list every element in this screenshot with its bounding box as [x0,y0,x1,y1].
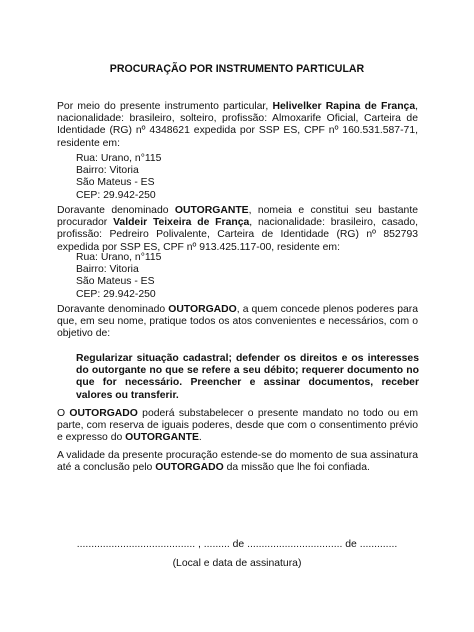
signature-date-caption: (Local e data de assinatura) [172,558,302,569]
signature-date-line: ......................................... , ......... de ................................. de ............. [76,539,398,550]
grantee-role: OUTORGADO [168,304,237,315]
address-cep: CEP: 29.942-250 [76,189,156,201]
address-district: Bairro: Vitoria [76,264,139,276]
grantor-text-mid: , nomeia e constitui seu bastante procurador [57,205,418,229]
substab-role-grantor: OUTORGANTE [125,432,199,444]
address-district: Bairro: Vitoria [76,165,139,177]
validity-text-end: da missão que lhe foi confiada. [223,462,370,474]
grantor-text-start: Doravante denominado [57,205,175,216]
substab-text-mid: poderá substabelecer o presente mandato no todo ou em parte, com reserva de iguais poderes, desde que com o consentimento prévio e expresso do [57,408,418,444]
grantor-text-end: , nacionalidade: brasileiro, casado, profissão: Pedreiro Polivalente, Carteira de Identidade (RG) nº 852793 expedida por SSP ES, CPF nº 913.425.117-00, residente em: [57,217,419,253]
address-city: São Mateus - ES [76,276,155,288]
validity-paragraph [57,450,418,474]
grantee-paragraph [57,304,418,341]
validity-text-start: A validade da presente procuração estende-se do momento de sua assinatura até a conclusão pelo [57,450,418,474]
substablishment-paragraph [57,408,418,445]
address-street: Rua: Urano, n°115 [76,252,162,263]
substab-role-grantee: OUTORGADO [69,408,138,419]
grantor-address [76,153,276,202]
substab-text-start: O [57,408,70,419]
address-cep: CEP: 29.942-250 [76,288,156,300]
intro-paragraph [57,101,418,150]
address-street: Rua: Urano, n°115 [76,153,162,164]
validity-role: OUTORGADO [155,462,224,474]
substab-text-end: . [198,432,202,444]
intro-text-end: , nacionalidade: brasileiro, solteiro, profissão: Almoxarife Oficial, Carteira de Identidade (RG) nº 4348621 expedida por SSP ES, CPF nº 160.531.587-71, residente em: [57,101,419,149]
objective-text: Regularizar situação cadastral; defender os direitos e os interesses do outorgante no que se refere a seu débito; requerer documento no que for necessário. Preencher e assinar documentos, receber valores ou transferir. [76,353,419,401]
attorney-address [76,252,276,301]
intro-text-start: Por meio do presente instrumento particular, [57,101,273,112]
document-title: PROCURAÇÃO POR INSTRUMENTO PARTICULAR [109,63,365,75]
address-city: São Mateus - ES [76,177,155,189]
grantor-name: Helivelker Rapina de França [272,101,416,112]
grantor-paragraph [57,205,418,254]
grantee-text-start: Doravante denominado [57,304,169,315]
grantor-role: OUTORGANTE [174,205,249,216]
grantee-text-end: , a quem concede plenos poderes para que, em seu nome, pratique todos os atos convenientes e necessários, com o objetivo de: [57,304,418,340]
attorney-name: Valdeir Teixeira de França [113,217,250,229]
